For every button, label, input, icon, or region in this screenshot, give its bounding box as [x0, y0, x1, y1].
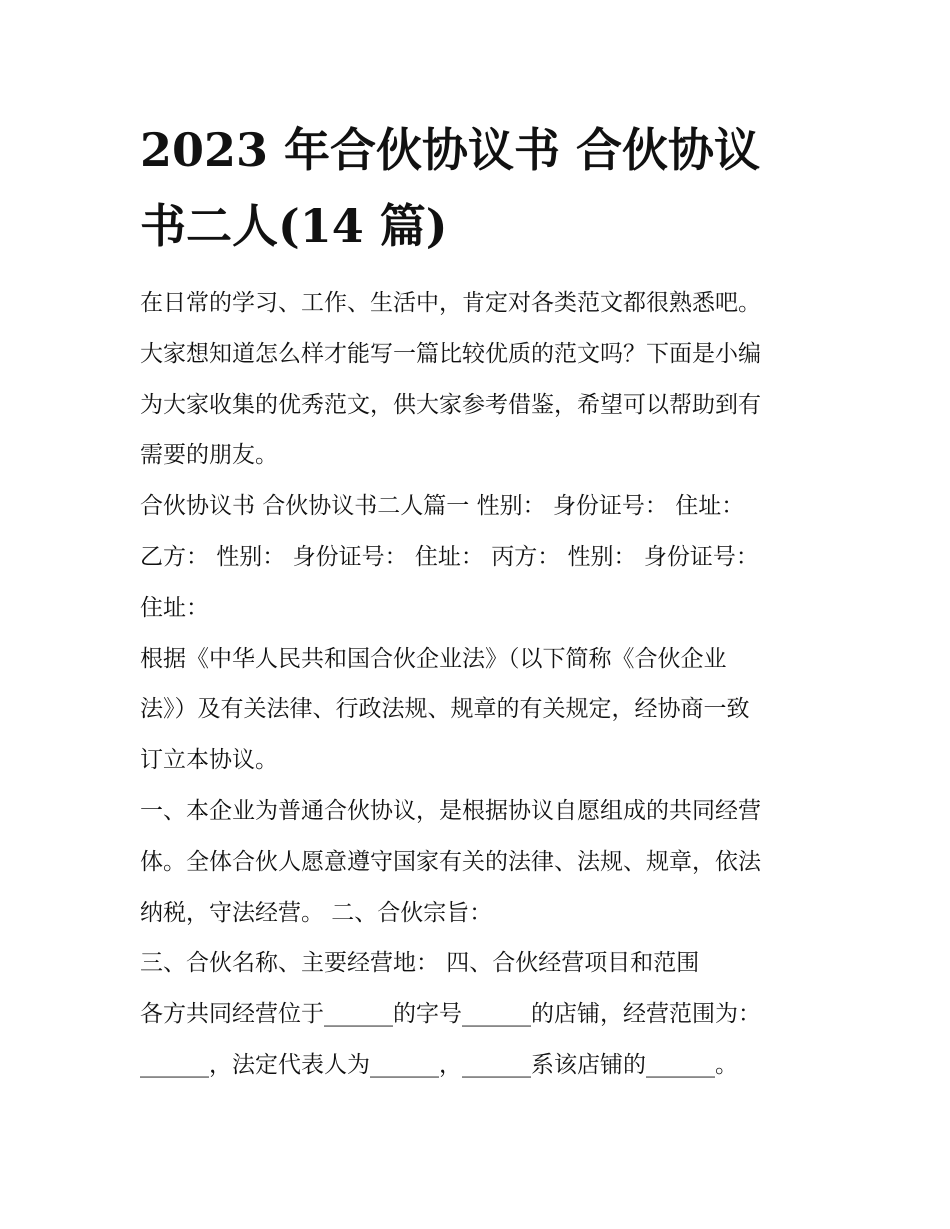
text-line: 住址：: [140, 594, 209, 621]
legal-basis-paragraph: [140, 634, 820, 786]
parties-paragraph: [140, 481, 820, 633]
clause-three-paragraph: [140, 938, 820, 989]
text-line: 大家想知道怎么样才能写一篇比较优质的范文吗？下面是小编: [140, 340, 761, 367]
text-line: 订立本协议。: [140, 747, 278, 774]
text-line: 需要的朋友。: [140, 442, 278, 469]
text-line: 在日常的学习、工作、生活中，肯定对各类范文都很熟悉吧。: [140, 290, 761, 316]
title-line-2: 书二人(14 篇): [140, 199, 448, 253]
title-line-1: 2023 年合伙协议书 合伙协议: [140, 123, 761, 177]
text-line: 一、本企业为普通合伙协议，是根据协议自愿组成的共同经营: [140, 797, 761, 824]
text-line: 合伙协议书 合伙协议书二人篇一 性别： 身份证号： 住址：: [140, 493, 745, 520]
document-page: [140, 112, 820, 1091]
text-line: 法》）及有关法律、行政法规、规章的有关规定，经协商一致: [140, 696, 750, 723]
text-line: 各方共同经营位于______的字号______的店铺，经营范围为：: [140, 1001, 761, 1028]
text-line: 为大家收集的优秀范文，供大家参考借鉴，希望可以帮助到有: [140, 391, 761, 418]
text-line: 纳税，守法经营。 二、合伙宗旨：: [140, 899, 493, 926]
text-line: 乙方： 性别： 身份证号： 住址： 丙方： 性别： 身份证号：: [140, 543, 759, 570]
clause-one-paragraph: [140, 786, 820, 938]
text-line: 根据《中华人民共和国合伙企业法》（以下简称《合伙企业: [140, 645, 727, 672]
text-line: 体。全体合伙人愿意遵守国家有关的法律、法规、规章，依法: [140, 848, 761, 875]
intro-paragraph: [140, 278, 820, 481]
text-line: ______，法定代表人为______，______系该店铺的______。: [140, 1051, 738, 1078]
text-line: 三、合伙名称、主要经营地： 四、合伙经营项目和范围: [140, 950, 700, 977]
business-scope-paragraph: [140, 989, 820, 1091]
document-title: [140, 112, 820, 264]
